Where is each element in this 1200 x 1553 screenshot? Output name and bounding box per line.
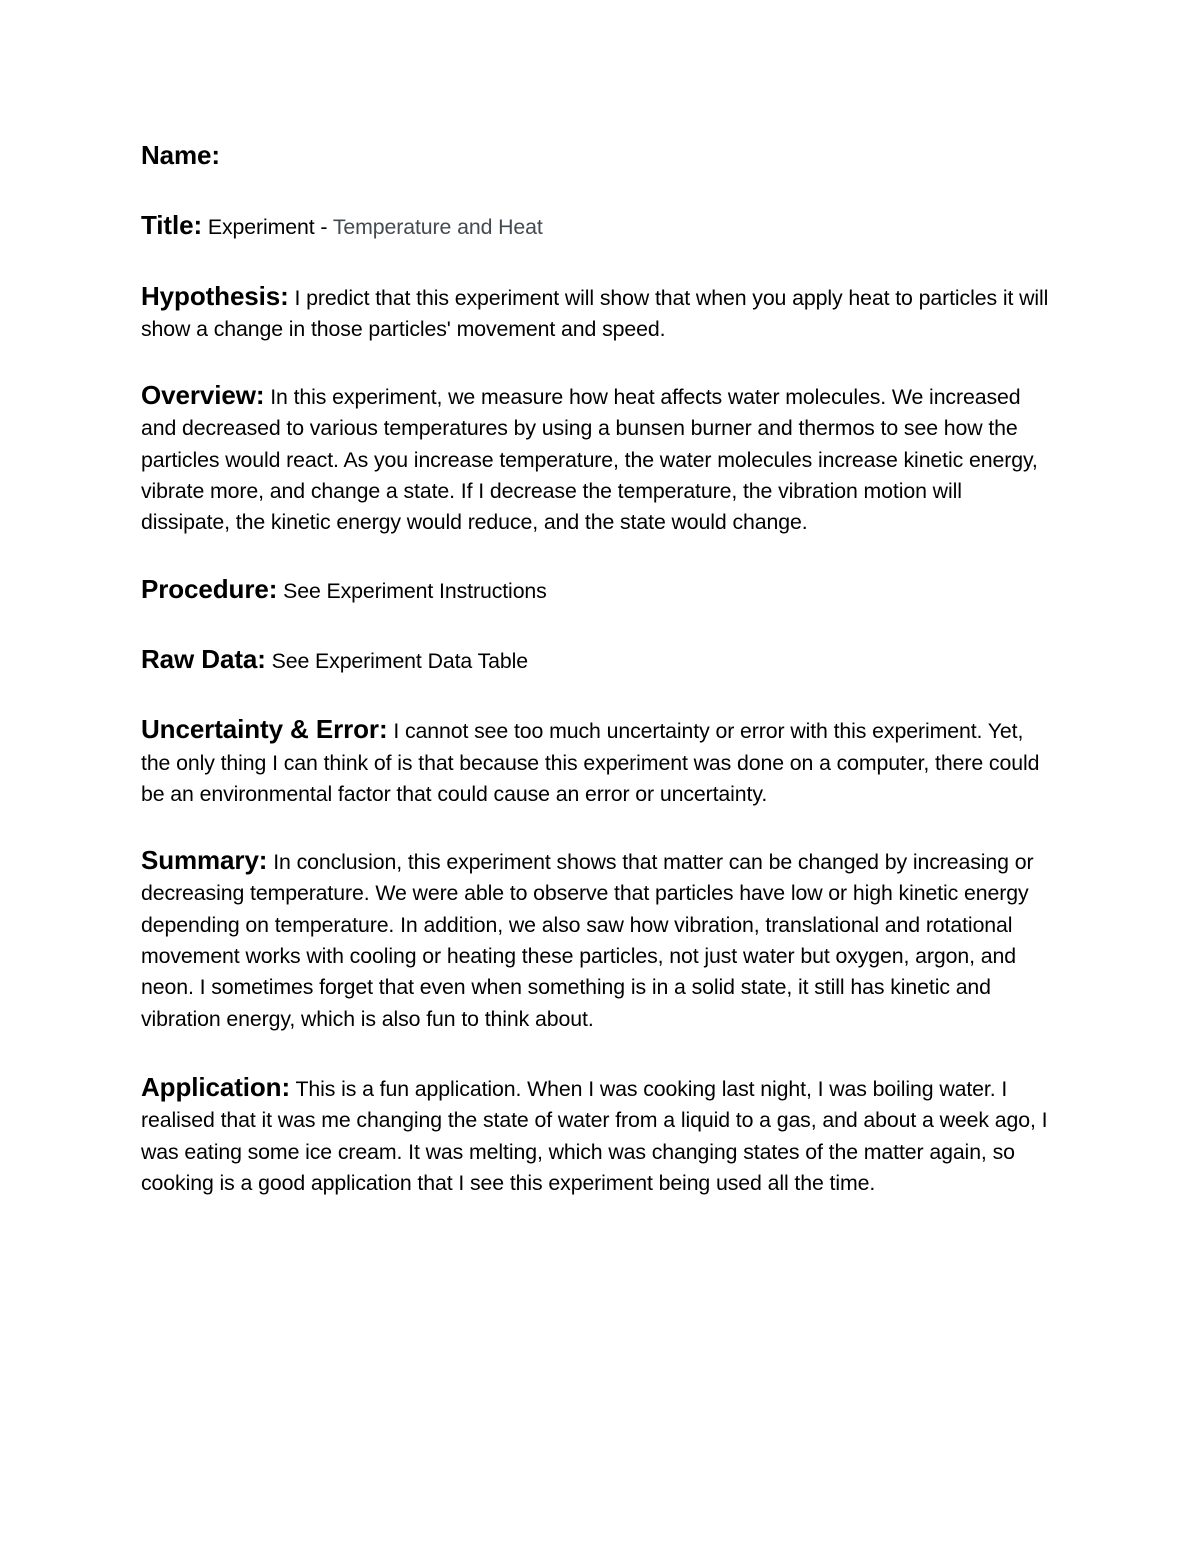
raw-data-text: See Experiment Data Table: [271, 648, 528, 673]
document-page: [141, 140, 1056, 1199]
summary-text: In conclusion, this experiment shows that matter can be changed by increasing or decreasing temperature. We were able to observe that particles have low or high kinetic energy depending on temperature. In addition, we also saw how vibration, translational and rotational movement works with cooling or heating these particles, not just water but oxygen, argon, and neon. I sometimes forget that even when something is in a solid state, it still has kinetic and vibration energy, which is also fun to think about.: [141, 850, 1034, 1031]
procedure-section: [141, 574, 1056, 607]
application-label: Application:: [141, 1071, 291, 1102]
raw-data-label: Raw Data:: [141, 643, 266, 674]
overview-text: In this experiment, we measure how heat affects water molecules. We increased and decreased to various temperatures by using a bunsen burner and thermos to see how the particles would react. As you increase temperature, the water molecules increase kinetic energy, vibrate more, and change a state. If I decrease the temperature, the vibration motion will dissipate, the kinetic energy would reduce, and the state would change.: [141, 385, 1038, 535]
overview-section: [141, 380, 1056, 538]
name-section: [141, 140, 1056, 173]
overview-label: Overview:: [141, 380, 265, 411]
application-section: [141, 1072, 1056, 1199]
raw-data-section: [141, 644, 1056, 677]
application-text: This is a fun application. When I was cooking last night, I was boiling water. I realised that it was me changing the state of water from a liquid to a gas, and about a week ago, I was eating some ice cream. It was melting, which was changing states of the matter again, so cooking is a good application that I see this experiment being used all the time.: [141, 1076, 1048, 1195]
uncertainty-text: I cannot see too much uncertainty or error with this experiment. Yet, the only thing I can think of is that because this experiment was done on a computer, there could be an environmental factor that could cause an error or uncertainty.: [141, 719, 1040, 806]
name-label: Name:: [141, 140, 220, 170]
hypothesis-section: [141, 281, 1056, 346]
hypothesis-label: Hypothesis:: [141, 280, 289, 311]
summary-label: Summary:: [141, 845, 268, 876]
title-label: Title:: [141, 210, 203, 241]
title-subtitle: Temperature and Heat: [332, 215, 543, 240]
procedure-text: See Experiment Instructions: [283, 578, 547, 603]
uncertainty-section: [141, 714, 1056, 810]
hypothesis-text: I predict that this experiment will show that when you apply heat to particles it will show a change in those particles' movement and speed.: [141, 285, 1049, 341]
summary-section: [141, 845, 1056, 1035]
uncertainty-label: Uncertainty & Error:: [141, 714, 388, 745]
procedure-label: Procedure:: [141, 573, 278, 604]
title-value: Experiment -: [207, 215, 333, 240]
title-section: [141, 210, 1056, 243]
